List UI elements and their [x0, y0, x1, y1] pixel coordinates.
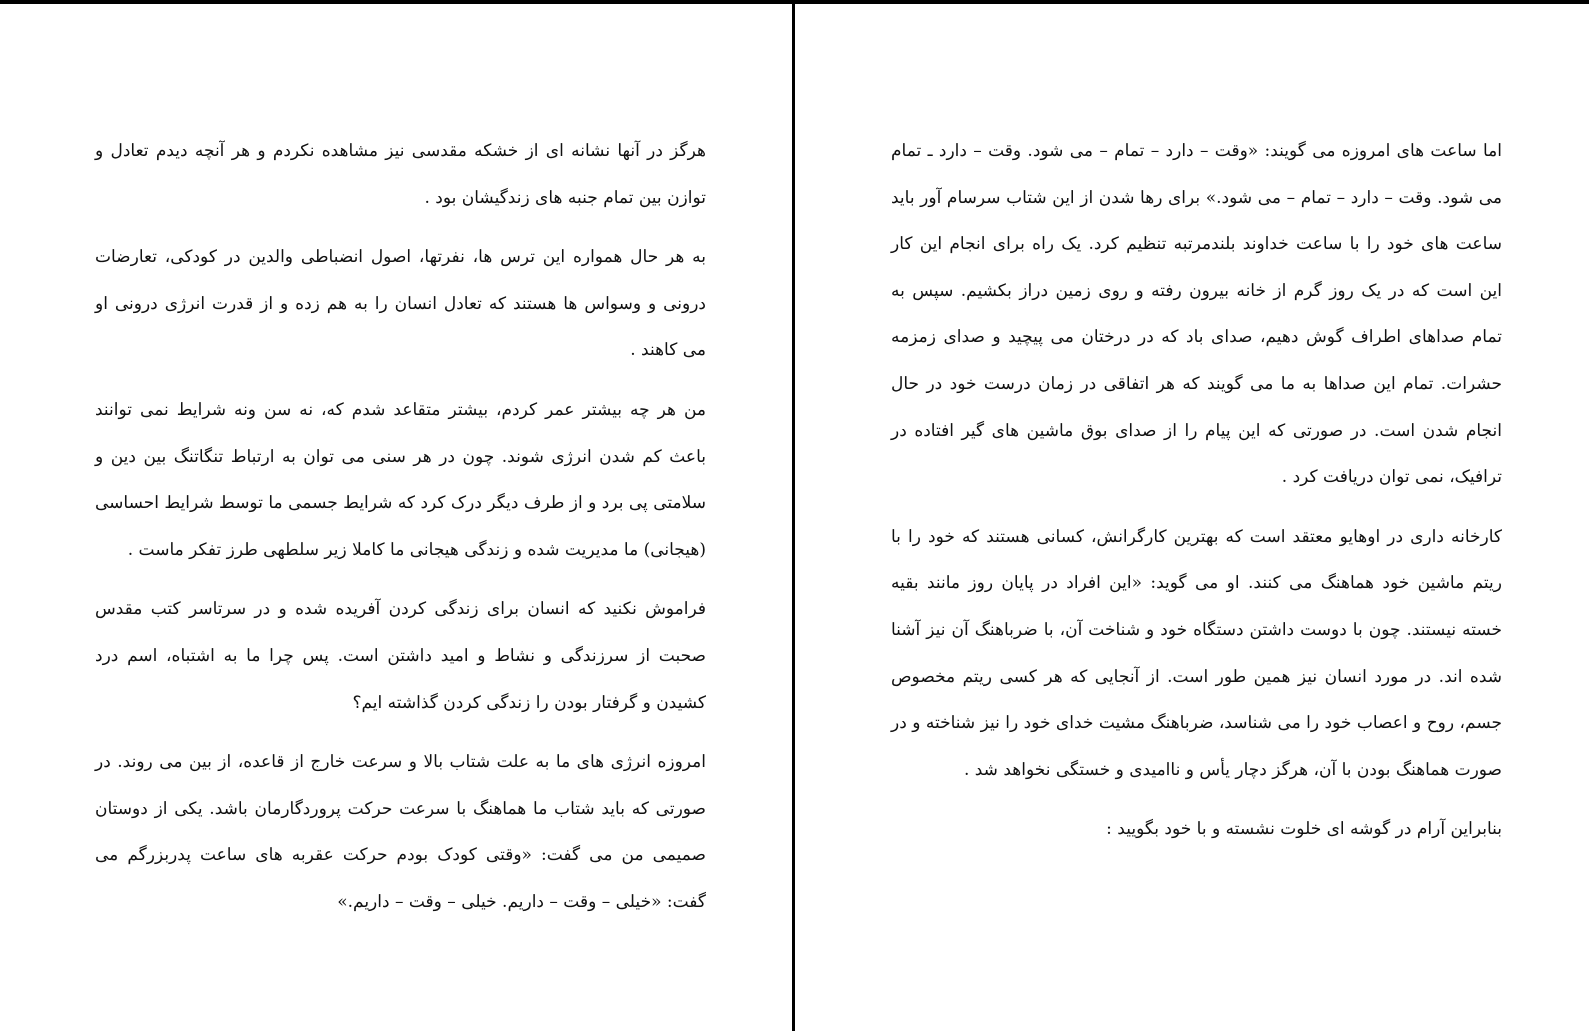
- right-paragraph-2: کارخانه داری در اوهایو معتقد است که بهترین کارگرانش، کسانی هستند که خود را با ریتم ماشین خود هماهنگ می کنند. او می گوید: «این افراد در پایان روز مانند بقیه خسته نیستند. چون با دوست داشتن دستگاه خود و شناخت آن، با ضرباهنگ آن نیز آشنا شده اند. در مورد انسان نیز همین طور است. از آنجایی که هر کسی ریتم مخصوص جسم، روح و اعصاب خود را می شناسد، ضرباهنگ مشیت خدای خود را نیز شناخته و در صورت هماهنگ بودن با آن، هرگز دچار یأس و ناامیدی و خستگی نخواهد شد .: [891, 526, 1502, 780]
- left-paragraph-2: به هر حال همواره این ترس ها، نفرتها، اصول انضباطی والدین در کودکی، تعارضات درونی و وسواس ها هستند که تعادل انسان را به هم زده و از قدرت انرژی درونی او می کاهند .: [95, 247, 706, 361]
- right-paragraph-1: اما ساعت های امروزه می گویند: «وقت – دارد – تمام – می شود. وقت – دارد ـ تمام می شود. وقت – دارد – تمام – می شود.» برای رها شدن از این شتاب سرسام آور باید ساعت های خود را با ساعت خداوند بلندمرتبه تنظیم کرد. یک راه برای انجام این کار این است که در یک روز گرم از خانه بیرون رفته و روی زمین دراز بکشیم. سپس به تمام صداهای اطراف گوش دهیم، صدای باد که در درختان می پیچید و صدای زمزمه حشرات. تمام این صداها به ما می گویند که هر اتفاقی در زمان درست خود در حال انجام شدن است. در صورتی که این پیام را از صدای بوق ماشین های گیر افتاده در ترافیک، نمی توان دریافت کرد .: [891, 141, 1502, 488]
- right-paragraph-3: بنابراین آرام در گوشه ای خلوت نشسته و با خود بگویید :: [1106, 819, 1502, 840]
- left-paragraph-4: فراموش نکنید که انسان برای زندگی کردن آفریده شده و در سرتاسر کتب مقدس صحبت از سرزندگی و نشاط و امید داشتن است. پس چرا ما به اشتباه، اسم درد کشیدن و گرفتار بودن را زندگی کردن گذاشته ایم؟: [95, 599, 706, 713]
- left-paragraph-5: امروزه انرژی های ما به علت شتاب بالا و سرعت خارج از قاعده، از بین می روند. در صورتی که باید شتاب ما هماهنگ با سرعت حرکت پروردگارمان باشد. یکی از دوستان صمیمی من می گفت: «وقتی کودک بودم حرکت عقربه های ساعت پدربزرگم می گفت: «خیلی – وقت – داریم. خیلی – وقت – داریم.»: [95, 752, 706, 912]
- right-page: [891, 128, 1502, 866]
- left-page: [95, 128, 706, 939]
- left-paragraph-3: من هر چه بیشتر عمر کردم، بیشتر متقاعد شدم که، نه سن ونه شرایط نمی توانند باعث کم شدن انرژی شوند. چون در هر سنی می توان به ارتباط تنگاتنگ بین دین و سلامتی پی برد و از طرف دیگر درک کرد که شرایط جسمی ما توسط شرایط احساسی (هیجانی) ما مدیریت شده و زندگی هیجانی ما کاملا زیر سلطهی طرز تفکر ماست .: [95, 399, 706, 560]
- left-paragraph-1: هرگز در آنها نشانه ای از خشکه مقدسی نیز مشاهده نکردم و هر آنچه دیدم تعادل و توازن بین تمام جنبه های زندگیشان بود .: [95, 141, 706, 208]
- page-divider: [792, 0, 795, 1031]
